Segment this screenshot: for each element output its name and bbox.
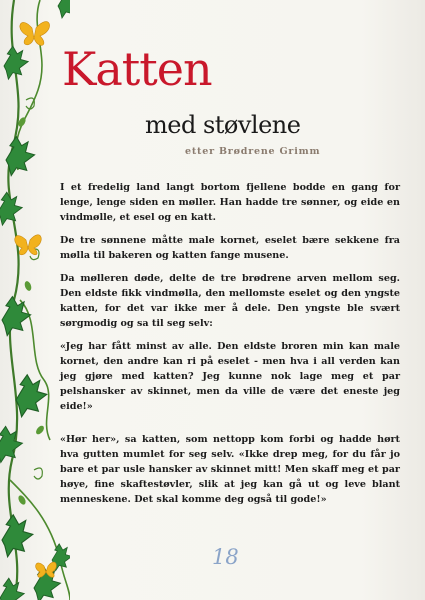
paragraph: Da mølleren døde, delte de tre brødrene arven mellom seg. Den eldste fikk vindmølla, den mellomste eselet og den yngste katten, for det var ikke mer å dele. Den yngste ble svært sørgmodig og sa til seg selv: (60, 273, 400, 329)
story-body (60, 180, 400, 515)
butterfly-icon (20, 22, 50, 46)
paragraph: I et fredelig land langt bortom fjellene bodde en gang for lenge, lenge siden en møller. Han hadde tre sønner, og eide en vindmølle, et esel og en katt. (60, 182, 400, 223)
story-title: Katten (62, 42, 212, 96)
author-byline: etter Brødrene Grimm (185, 146, 321, 157)
paragraph: «Hør her», sa katten, som nettopp kom forbi og hadde hørt hva gutten mumlet for seg selv. «Ikke drep meg, for du får jo bare et par usle hansker av skinnet mitt! Men skaff meg et par høye, fine skaftestøvler, slik at jeg kan gå ut og leve blant menneskene. Det skal komme deg også til gode!» (60, 434, 400, 505)
paragraph: «Jeg har fått minst av alle. Den eldste broren min kan male kornet, den andre kan ri på eselet - men hva i all verden kan jeg gjøre med katten? Jeg kunne nok lage meg et par pelshansker av skinnet, men da ville de være det eneste jeg eide!» (60, 341, 400, 412)
paragraph: De tre sønnene måtte male kornet, eselet bære sekkene fra mølla til bakeren og katten fange musene. (60, 235, 400, 261)
page-number: 18 (212, 545, 239, 569)
story-subtitle: med støvlene (145, 111, 301, 139)
